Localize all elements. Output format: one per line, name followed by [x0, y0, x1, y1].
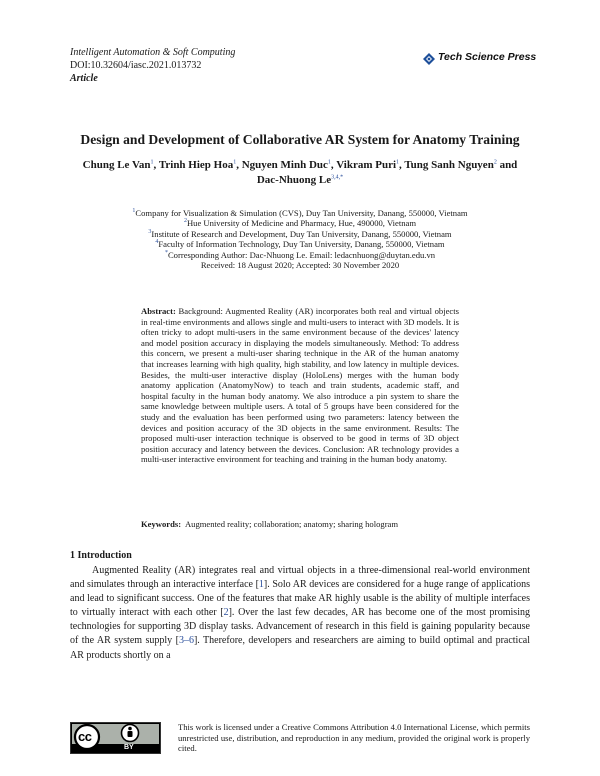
citation-link[interactable]: 1	[258, 579, 264, 591]
author-affiliation-mark: 2	[493, 159, 497, 166]
abstract	[141, 306, 459, 465]
keywords-text: Augmented reality; collaboration; anatomy; sharing hologram	[184, 519, 399, 529]
publisher-icon	[422, 52, 436, 66]
keywords-label: Keywords:	[141, 519, 182, 529]
author-name: Tung Sanh Nguyen	[404, 159, 494, 171]
author-list: Chung Le Van$^1$, Trinh Hiep Hoa$^1$, Nguyen Minh Duc$^1$, Vikram Puri$^1$, Tung Sanh Nguyen$^2$ and Dac-Nhuong $Le^{3,4,*}$	[82, 159, 518, 186]
paper-title: Design and Development of Collaborative AR System for Anatomy Training	[80, 132, 520, 147]
author-affiliation-mark: 1	[233, 159, 237, 166]
section-heading: 1 Introduction	[70, 550, 132, 561]
affiliation-line: $^4$Faculty of Information Technology, Duy Tan University, Danang, 550000, Vietnam	[155, 239, 445, 250]
citation-link[interactable]: 3–6	[178, 635, 194, 647]
author-affiliation-mark: 1	[327, 159, 331, 166]
affiliation-line: $^1$Company for Visualization & Simulation (CVS), Duy Tan University, Danang, 550000, Vietnam	[132, 208, 468, 218]
author-name: Chung Le Van	[82, 159, 151, 171]
author-name: Nguyen Minh Duc	[241, 159, 328, 171]
doi: DOI:10.32604/iasc.2021.013732	[70, 60, 202, 71]
author-affiliation-mark: 3,4,*	[331, 173, 344, 180]
license-notice: This work is licensed under a Creative Commons Attribution 4.0 International License, which permits unrestricted use, distribution, and reproduction in any medium, provided the original work is properly cited.	[178, 722, 530, 753]
received-dates: Received: 18 August 2020; Accepted: 30 November 2020	[200, 260, 400, 271]
abstract-text: Background: Augmented Reality (AR) incorporates both real and virtual objects in real-time environments and allows single and multi-users to interact with 3D models. It is often tricky to adopt multi-users in the same environment because of the devices' latency and model position accuracy in displaying the models simultaneously. Method: To address this concern, we present a multi-user sharing technique in the AR of the human anatomy that increases learning with high quality, high stability, and low latency in multiple devices. Besides, the multi-user interactive display (HoloLens) merges with the human body anatomy application (AnatomyNow) to teach and train students, academic staff, and hospital faculty in the human body anatomy. We also introduce a pin system to share the same knowledge between multiple users. A total of 5 groups have been considered for the study and the evaluation has been performed using two parameters: latency between the devices and position accuracy of the 3D objects in the same environment. Results: The proposed multi-user interaction technique is observed to be good in terms of 3D object position accuracy and latency between the devices. Conclusion: AR technology provides a multi-user interactive environment for teaching and training in the human body anatomy.	[141, 306, 459, 465]
cc-by-badge[interactable]	[70, 722, 161, 754]
journal-name: Intelligent Automation & Soft Computing	[70, 47, 236, 58]
affiliation-line: $^3$Institute of Research and Development, Duy Tan University, Danang, 550000, Vietnam	[148, 228, 452, 239]
article-type: Article	[70, 73, 98, 84]
author-name: Dac-Nhuong Le	[256, 173, 332, 186]
author-affiliation-mark: 1	[396, 159, 400, 166]
affiliation-line: *Corresponding Author: Dac-Nhuong Le. Email: ledacnhuong@duytan.edu.vn	[164, 249, 436, 260]
author-name: Trinh Hiep Hoa	[158, 159, 234, 171]
affiliation-line: $^2$Hue University of Medicine and Pharmacy, Hue, 490000, Vietnam	[183, 218, 417, 229]
keywords	[141, 519, 459, 530]
by-label: BY	[124, 744, 134, 751]
abstract-label: Abstract:	[141, 306, 176, 316]
publisher-name: Tech Science Press	[438, 51, 537, 63]
publisher-logo	[420, 48, 537, 70]
affiliations	[60, 208, 540, 270]
citation-link[interactable]: 2	[223, 607, 229, 619]
cc-label: cc	[78, 729, 92, 744]
author-name: Vikram Puri	[336, 159, 397, 171]
intro-paragraph: Augmented Reality (AR) integrates real and virtual objects in a three-dimensional real-world environment and simulates through an interactive interface [1]. Solo AR devices are considered for a huge range of applications and lead to significant success. One of the features that make AR highly usable is the ability of multiple interfaces to virtually interact with each other [2]. Over the last few decades, AR has become one of the most promising technologies for supporting 3D display tasks. Advancement of research in this field is gaining popularity because of the AR system supply [3–6]. Therefore, developers and researchers are aiming to build optimal and practical AR products shortly on a	[70, 565, 530, 661]
author-affiliation-mark: 1	[150, 159, 154, 166]
